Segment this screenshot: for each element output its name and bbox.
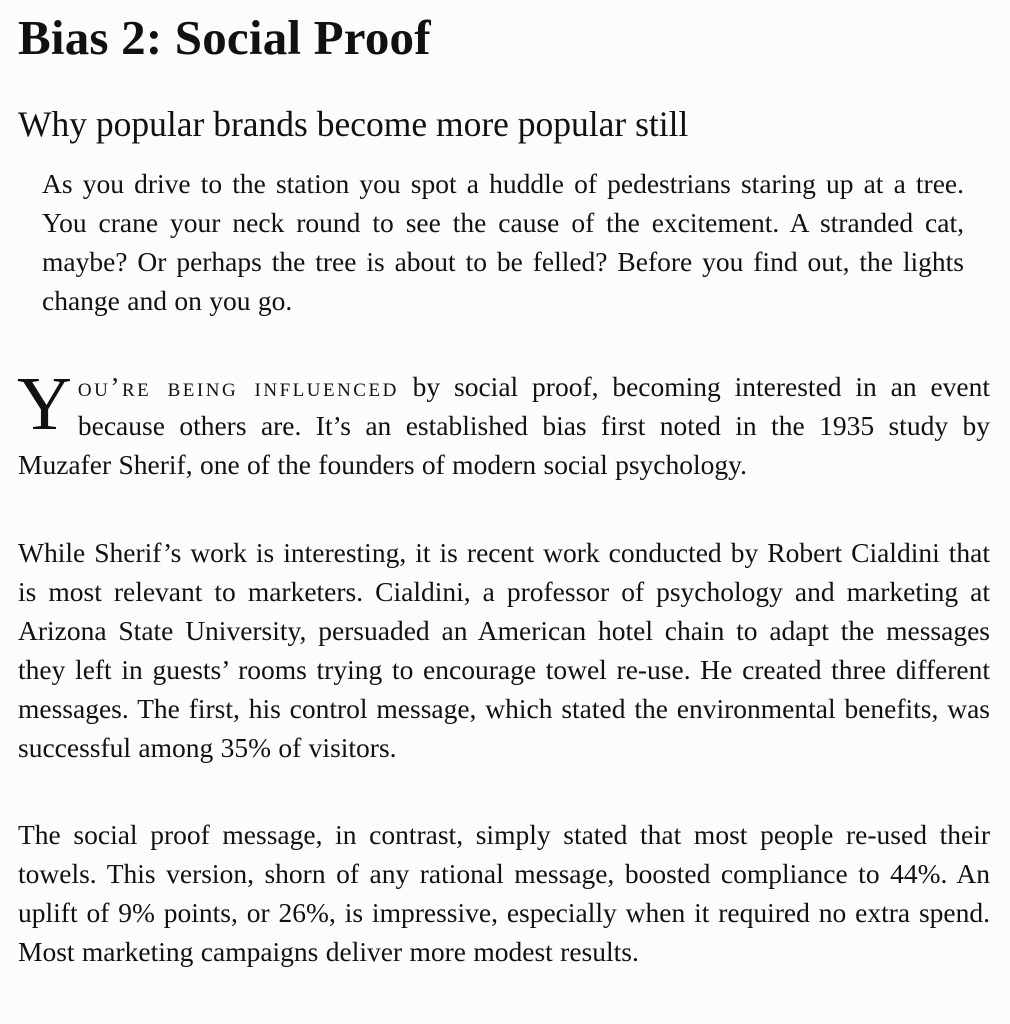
chapter-title: Bias 2: Social Proof <box>18 10 431 65</box>
chapter-subtitle: Why popular brands become more popular still <box>18 104 689 144</box>
small-caps-lead-in: ou’re being influenced <box>77 371 399 402</box>
body-paragraph-2: While Sherif’s work is interesting, it is recent work conducted by Robert Cialdini that is most relevant to marketers. Cialdini, a professor of psychology and marketing at Arizona State University, persuaded an American hotel chain to adapt the messages they left in guests’ rooms trying to encourage towel re-use. He created three different messages. The first, his control message, which stated the environmental benefits, was successful among 35% of visitors. <box>18 537 990 763</box>
intro-paragraph: As you drive to the station you spot a huddle of pedestrians staring up at a tree. You crane your neck round to see the cause of the excitement. A stranded cat, maybe? Or perhaps the tree is about to be felled? Before you find out, the lights change and on you go. <box>42 168 964 316</box>
body-paragraph-1 <box>17 362 990 484</box>
body-paragraph-1-text: by social proof, becoming interested in an event because others are. It’s an established bias first noted in the 1935 study by Muzafer Sherif, one of the founders of modern social psychology. <box>18 371 990 480</box>
body-paragraph-3: The social proof message, in contrast, simply stated that most people re-used their towels. This version, shorn of any rational message, boosted compliance to 44%. An uplift of 9% points, or 26%, is impressive, especially when it required no extra spend. Most marketing campaigns deliver more modest results. <box>18 819 990 967</box>
drop-cap: Y <box>17 362 72 446</box>
